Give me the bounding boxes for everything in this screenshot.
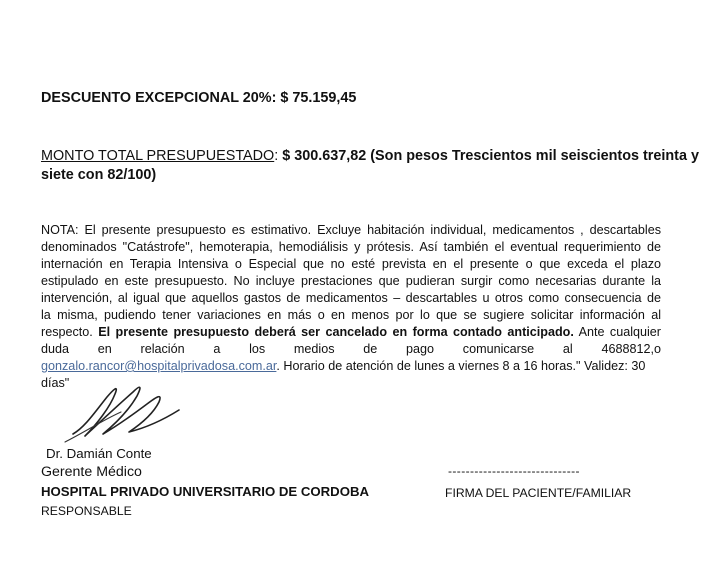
nota-line: la misma, pudiendo tener variaciones en más o en menos por lo que se sugiere solicitar información al — [41, 308, 661, 322]
total-value: $ 300.637,82 — [282, 148, 367, 164]
signature-image — [55, 372, 205, 452]
nota-line: intervención, al igual que aquellos gastos de medicamentos – descartables u otros como consecuencia de — [41, 291, 661, 305]
signer-role: Gerente Médico — [41, 464, 142, 480]
nota-line: días" — [41, 376, 70, 390]
signer-name: Dr. Damián Conte — [46, 446, 152, 461]
nota-line: denominados "Catástrofe", hemoterapia, hemodiálisis y prótesis. Así también el eventual requerimiento de — [41, 240, 661, 254]
email-link[interactable]: gonzalo.rancor@hospitalprivadosa.com.ar — [41, 359, 277, 373]
discount-value: $ 75.159,45 — [280, 90, 357, 106]
patient-signature-label: FIRMA DEL PACIENTE/FAMILIAR — [445, 486, 632, 500]
responsable-label: RESPONSABLE — [41, 504, 132, 518]
nota-text: respecto. — [41, 325, 93, 339]
discount-line — [41, 90, 356, 106]
nota-text: . Horario de atención de lunes a viernes 8 a 16 horas." Validez: 30 — [276, 359, 646, 373]
patient-signature-line: ------------------------------ — [448, 464, 580, 478]
total-colon: : — [274, 148, 279, 164]
nota-bold-text: El presente presupuesto deberá ser cancelado en forma contado anticipado. — [98, 325, 574, 339]
nota-line: NOTA: El presente presupuesto es estimativo. Excluye habitación individual, medicamentos , descartables — [41, 223, 661, 237]
nota-line: internación en Terapia Intensiva o Especial que no esté prevista en el presente o que exceda el plazo — [41, 257, 661, 271]
total-line — [41, 148, 699, 164]
total-words-line2: siete con 82/100) — [41, 167, 157, 183]
nota-text: Ante cualquier — [578, 325, 662, 339]
discount-label: DESCUENTO EXCEPCIONAL 20%: — [41, 90, 277, 106]
total-label: MONTO TOTAL PRESUPUESTADO — [41, 148, 275, 164]
nota-paragraph — [41, 222, 661, 392]
nota-line: estipulado en este presupuesto. No incluye prestaciones que pudieran surgir como necesarias durante la — [41, 274, 661, 288]
nota-line — [41, 324, 661, 341]
nota-line: duda en relación a los medios de pago comunicarse al 4688812,o — [41, 342, 661, 356]
hospital-name: HOSPITAL PRIVADO UNIVERSITARIO DE CORDOBA — [41, 484, 369, 499]
total-words-line1: (Son pesos Trescientos mil seiscientos treinta y — [370, 148, 699, 164]
